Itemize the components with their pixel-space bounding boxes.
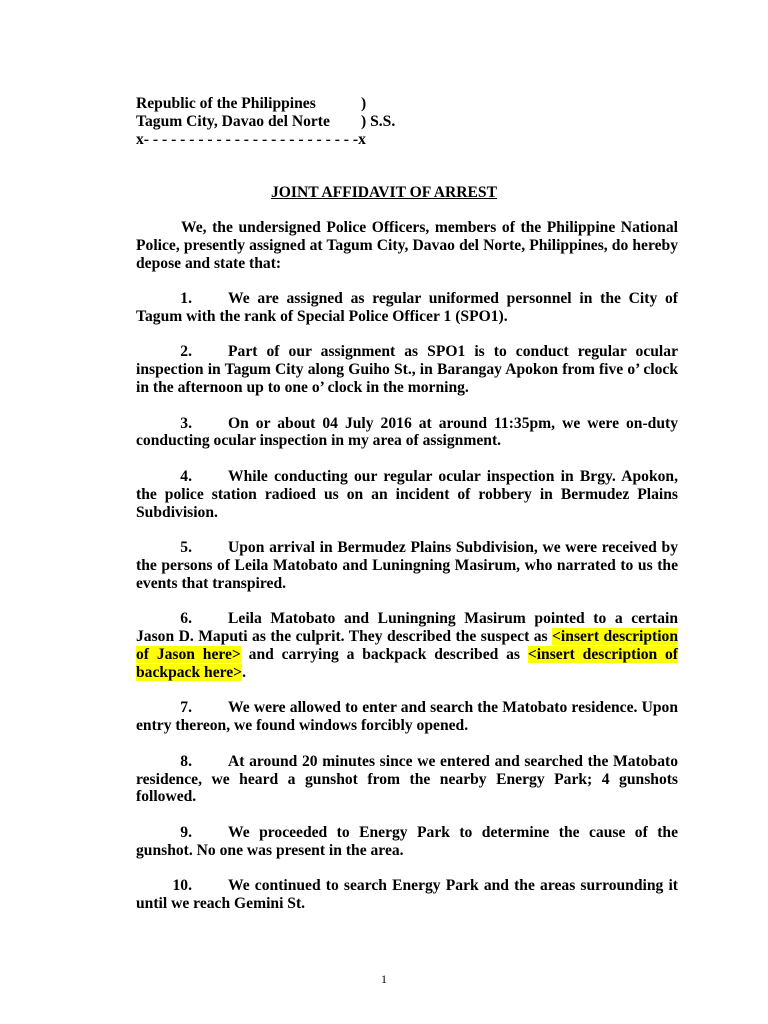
document-title: JOINT AFFIDAVIT OF ARREST (270, 184, 498, 201)
caption-bracket: ) (361, 95, 367, 112)
caption-line-1 (136, 95, 456, 113)
paragraph-9 (136, 824, 678, 860)
placeholder-highlight-suspect: <insert description of Jason here> (136, 628, 678, 663)
paragraph-8 (136, 753, 678, 806)
caption-ss: ) S.S. (361, 113, 396, 130)
paragraph-text: and carrying a backpack described as (240, 645, 528, 663)
paragraph-text: On or about 04 July 2016 at around 11:35pm, we were on-duty conducting ocular inspection in my area of assignment. (136, 414, 678, 450)
paragraph-number: 10. (172, 877, 192, 895)
paragraph-text: At around 20 minutes since we entered and searched the Matobato residence, we heard a gunshot from the nearby Energy Park; 4 gunshots followed. (136, 752, 678, 806)
paragraph-number: 2. (180, 343, 192, 361)
paragraph-text: Leila Matobato and Luningning Masirum pointed to a certain Jason D. Maputi as the culprit. They described the suspect as (136, 610, 678, 646)
caption-city: Tagum City, Davao del Norte (136, 113, 330, 130)
paragraph-text: While conducting our regular ocular inspection in Brgy. Apokon, the police station radioed us on an incident of robbery in Bermudez Plains Subdivision. (136, 467, 678, 521)
caption-republic: Republic of the Philippines (136, 95, 316, 112)
case-caption (136, 95, 456, 149)
paragraph-number: 6. (180, 610, 192, 628)
paragraph-text: We were allowed to enter and search the Matobato residence. Upon entry thereon, we found windows forcibly opened. (136, 699, 678, 735)
paragraph-3 (136, 415, 678, 451)
paragraph-text: We proceeded to Energy Park to determine the cause of the gunshot. No one was present in the area. (136, 823, 678, 859)
intro-block (136, 219, 678, 290)
paragraph-7 (136, 699, 678, 735)
paragraph-2 (136, 343, 678, 396)
paragraph-text: . (242, 663, 246, 681)
paragraph-5 (136, 539, 678, 592)
paragraph-number: 7. (180, 699, 192, 717)
paragraph-number: 9. (180, 823, 192, 841)
caption-line-2 (136, 113, 456, 131)
paragraph-text: Upon arrival in Bermudez Plains Subdivision, we were received by the persons of Leila Matobato and Luningning Masirum, who narrated to us the events that transpired. (136, 539, 678, 592)
paragraph-6 (136, 610, 678, 681)
paragraph-number: 4. (180, 467, 192, 485)
caption-line-3 (136, 131, 456, 149)
paragraph-number: 8. (180, 752, 192, 770)
paragraph-number: 1. (180, 290, 192, 307)
numbered-paragraphs (136, 290, 678, 931)
caption-divider: x- - - - - - - - - - - - - - - - - - - - - - - -x (136, 131, 366, 148)
paragraph-text: We are assigned as regular uniformed personnel in the City of Tagum with the rank of Special Police Officer 1 (SPO1). (136, 290, 678, 325)
paragraph-text: We continued to search Energy Park and the areas surrounding it until we reach Gemini St. (136, 877, 678, 913)
page-number: 1 (381, 972, 387, 986)
intro-paragraph: We, the undersigned Police Officers, members of the Philippine National Police, presently assigned at Tagum City, Davao del Norte, Philippines, do hereby depose and state that: (136, 219, 678, 272)
paragraph-number: 5. (180, 539, 192, 557)
placeholder-highlight-backpack: <insert description of backpack here> (136, 645, 678, 681)
paragraph-10 (136, 877, 678, 913)
paragraph-4 (136, 468, 678, 521)
paragraph-number: 3. (180, 414, 192, 432)
paragraph-1 (136, 290, 678, 326)
paragraph-text: Part of our assignment as SPO1 is to conduct regular ocular inspection in Tagum City along Guiho St., in Barangay Apokon from five o’ clock in the afternoon up to one o’ clock in the morning. (136, 343, 678, 396)
